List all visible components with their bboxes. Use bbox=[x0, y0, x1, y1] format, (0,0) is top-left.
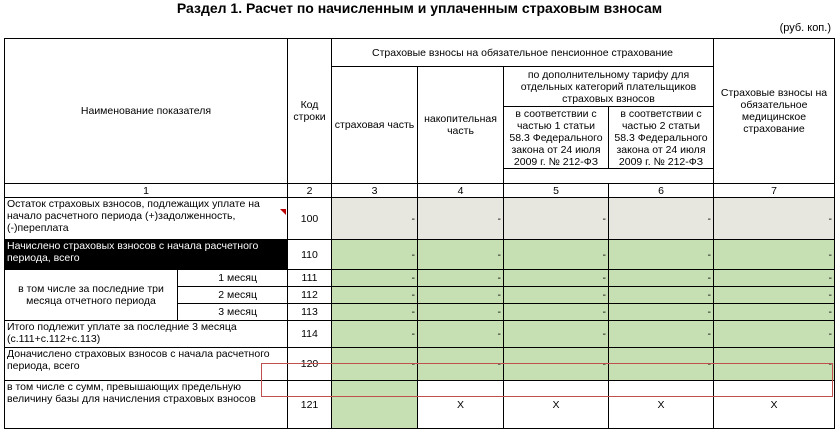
cell-121-3[interactable] bbox=[332, 381, 418, 429]
cell-111-7[interactable]: - bbox=[714, 270, 835, 287]
cell-113-5[interactable]: - bbox=[504, 304, 609, 321]
cell-114-5[interactable]: - bbox=[504, 321, 609, 348]
header-additional-tariff: по дополнительному тарифу для отдельных категорий плательщиков страховых взносов bbox=[504, 67, 714, 107]
month-3-label: 3 месяц bbox=[178, 304, 288, 321]
cell-120-5[interactable]: - bbox=[504, 348, 609, 381]
row-114-label: Итого подлежит уплате за последние 3 месяца (с.111+с.112+с.113) bbox=[5, 321, 288, 348]
cell-114-4[interactable]: - bbox=[418, 321, 504, 348]
cell-121-5: X bbox=[504, 381, 609, 429]
cell-114-6[interactable]: - bbox=[609, 321, 714, 348]
cell-111-3[interactable]: - bbox=[332, 270, 418, 287]
cell-111-4[interactable]: - bbox=[418, 270, 504, 287]
header-funded-part: накопительная часть bbox=[418, 67, 504, 184]
table-row bbox=[5, 321, 835, 348]
header-part1: в соответствии с частью 1 статьи 58.3 Федерального закона от 24 июля 2009 г. № 212-ФЗ bbox=[504, 107, 609, 169]
month-1-label: 1 месяц bbox=[178, 270, 288, 287]
row-121-label: в том числе с сумм, превышающих предельную величину базы для начисления страховых взносов bbox=[5, 381, 288, 429]
cell-111-5[interactable]: - bbox=[504, 270, 609, 287]
row-120-code: 120 bbox=[288, 348, 332, 381]
currency-units: (руб. коп.) bbox=[779, 22, 831, 34]
row-114-code: 114 bbox=[288, 321, 332, 348]
col-num-6: 6 bbox=[609, 184, 714, 198]
row-120-label: Доначислено страховых взносов с начала расчетного периода, всего bbox=[5, 348, 288, 381]
cell-121-6: X bbox=[609, 381, 714, 429]
header-insurance-part: страховая часть bbox=[332, 67, 418, 184]
table-row bbox=[5, 348, 835, 381]
table-row bbox=[5, 198, 835, 240]
col-num-1: 1 bbox=[5, 184, 288, 198]
row-113-code: 113 bbox=[288, 304, 332, 321]
cell-110-3[interactable]: - bbox=[332, 240, 418, 270]
cell-100-6[interactable]: - bbox=[609, 198, 714, 240]
col-num-4: 4 bbox=[418, 184, 504, 198]
col-num-5: 5 bbox=[504, 184, 609, 198]
cell-120-6[interactable]: - bbox=[609, 348, 714, 381]
cell-114-7[interactable]: - bbox=[714, 321, 835, 348]
cell-114-3[interactable]: - bbox=[332, 321, 418, 348]
row-111-code: 111 bbox=[288, 270, 332, 287]
cell-121-7: X bbox=[714, 381, 835, 429]
cell-100-3[interactable]: - bbox=[332, 198, 418, 240]
comment-indicator-icon[interactable] bbox=[280, 209, 286, 215]
cell-113-3[interactable]: - bbox=[332, 304, 418, 321]
group-last-three-months: в том числе за последние три месяца отчетного периода bbox=[5, 270, 178, 321]
table-row bbox=[5, 240, 835, 270]
cell-112-6[interactable]: - bbox=[609, 287, 714, 304]
cell-112-4[interactable]: - bbox=[418, 287, 504, 304]
col-num-2: 2 bbox=[288, 184, 332, 198]
cell-100-7[interactable]: - bbox=[714, 198, 835, 240]
table-row bbox=[5, 381, 835, 429]
row-121-code: 121 bbox=[288, 381, 332, 429]
header-part2: в соответствии с частью 2 статьи 58.3 Федерального закона от 24 июля 2009 г. № 212-ФЗ bbox=[609, 107, 714, 169]
cell-111-6[interactable]: - bbox=[609, 270, 714, 287]
cell-113-4[interactable]: - bbox=[418, 304, 504, 321]
cell-100-5[interactable]: - bbox=[504, 198, 609, 240]
cell-121-4: X bbox=[418, 381, 504, 429]
month-2-label: 2 месяц bbox=[178, 287, 288, 304]
row-100-code: 100 bbox=[288, 198, 332, 240]
cell-112-7[interactable]: - bbox=[714, 287, 835, 304]
cell-113-6[interactable]: - bbox=[609, 304, 714, 321]
col-num-7: 7 bbox=[714, 184, 835, 198]
row-100-label: Остаток страховых взносов, подлежащих уплате на начало расчетного периода (+)задолженность, (-)переплата bbox=[5, 198, 288, 240]
header-indicator-name: Наименование показателя bbox=[5, 39, 288, 184]
cell-110-4[interactable]: - bbox=[418, 240, 504, 270]
header-medical: Страховые взносы на обязательное медицинское страхование bbox=[714, 39, 835, 184]
cell-113-7[interactable]: - bbox=[714, 304, 835, 321]
row-110-code: 110 bbox=[288, 240, 332, 270]
cell-110-5[interactable]: - bbox=[504, 240, 609, 270]
cell-120-7[interactable]: - bbox=[714, 348, 835, 381]
contributions-table bbox=[4, 38, 835, 429]
col-num-3: 3 bbox=[332, 184, 418, 198]
cell-110-6[interactable]: - bbox=[609, 240, 714, 270]
header-row-code: Код строки bbox=[288, 39, 332, 184]
row-112-code: 112 bbox=[288, 287, 332, 304]
section-title: Раздел 1. Расчет по начисленным и уплаченным страховым взносам bbox=[176, 0, 663, 16]
table-row bbox=[5, 270, 835, 287]
cell-110-7[interactable]: - bbox=[714, 240, 835, 270]
cell-100-4[interactable]: - bbox=[418, 198, 504, 240]
row-110-label[interactable]: Начислено страховых взносов с начала расчетного периода, всего bbox=[5, 240, 288, 270]
cell-120-3[interactable]: - bbox=[332, 348, 418, 381]
header-pension-group: Страховые взносы на обязательное пенсионное страхование bbox=[332, 39, 714, 67]
cell-120-4[interactable]: - bbox=[418, 348, 504, 381]
cell-112-5[interactable]: - bbox=[504, 287, 609, 304]
cell-112-3[interactable]: - bbox=[332, 287, 418, 304]
